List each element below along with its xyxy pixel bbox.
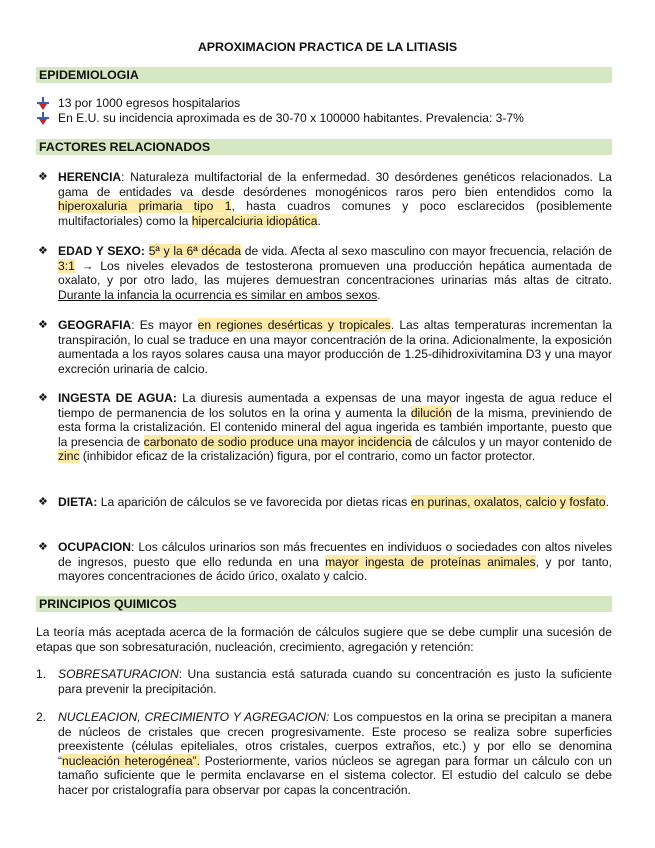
underlined-text: Durante la infancia la ocurrencia es similar en ambos sexos	[58, 287, 378, 302]
factor-edad-sexo: ❖ EDAD Y SEXO: 5ª y la 6ª década de vida. Afecta al sexo masculino con mayor frecuencia, relación de 3:1 → Los niveles elevados de testosterona promueven una producción hepática aumentada de oxalato, y por otro lado, las mujeres demuestran concentraciones urinarias más altas de citrato. Durante la infancia la ocurrencia es similar en ambos sexos.	[38, 244, 612, 302]
factor-ocupacion: ❖ OCUPACION: Los cálculos urinarios son más frecuentes en individuos o sociedades con altos niveles de ingresos, puesto que ello redunda en una mayor ingesta de proteínas animales, y por tanto, mayores concentraciones de ácido úrico, oxalato y calcio.	[38, 540, 612, 584]
highlight: nucleación heterogénea”.	[62, 753, 200, 768]
factor-geografia: ❖ GEOGRAFIA: Es mayor en regiones desérticas y tropicales. Las altas temperaturas incrementan la transpiración, lo cual se traduce en una mayor concentración de la orina. Adicionalmente, la exposición aumentada a los rayos solares causa una mayor producción de 1.25-dihidroxivitamina D3 y una mayor excreción urinaria de calcio.	[38, 318, 613, 376]
numbered-item-1: 1. SOBRESATURACION: Una sustancia está saturada cuando su concentración es justo la suficiente para prevenir la precipitación.	[36, 667, 612, 696]
highlight: 3:1	[58, 258, 75, 273]
highlight: hiperoxaluria primaria tipo 1	[58, 199, 232, 214]
document-title: APROXIMACION PRACTICA DE LA LITIASIS	[197, 40, 458, 54]
list-item-text: En E.U. su incidencia aproximada es de 30-70 x 100000 habitantes. Prevalencia: 3-7%	[58, 111, 524, 125]
down-arrow-icon	[36, 111, 58, 125]
principios-intro: La teoría más aceptada acerca de la formación de cálculos sugiere que se debe cumplir una sucesión de etapas que son sobresaturación, nucleación, crecimiento, agregación y retención:	[36, 625, 612, 654]
item-label: NUCLEACION, CRECIMIENTO Y AGREGACION:	[58, 710, 330, 724]
section-heading-principios: PRINCIPIOS QUIMICOS	[36, 596, 612, 612]
section-heading-epidemiologia: EPIDEMIOLOGIA	[36, 67, 612, 83]
list-item	[36, 96, 612, 111]
factor-label: OCUPACION	[58, 540, 132, 554]
highlight: dilución	[410, 405, 452, 420]
factor-label: DIETA:	[58, 495, 98, 509]
down-arrow-icon	[36, 96, 58, 110]
list-item	[36, 111, 612, 126]
item-number: 1.	[36, 667, 47, 681]
item-label: SOBRESATURACION	[58, 667, 179, 681]
diamond-bullet-icon: ❖	[38, 171, 48, 183]
factor-dieta: ❖ DIETA: La aparición de cálculos se ve favorecida por dietas ricas en purinas, oxalatos, calcio y fosfato.	[38, 495, 610, 509]
diamond-bullet-icon: ❖	[38, 245, 48, 257]
factor-herencia: ❖ HERENCIA: Naturaleza multifactorial de la enfermedad. 30 desórdenes genéticos relacionados. La gama de entidades va desde desórdenes monogénicos raros pero bien entendidos como la hiperoxaluria primaria tipo 1, hasta cuadros comunes y poco esclarecidos (posiblemente multifactoriales) como la hipercalciuria idiopática.	[38, 170, 612, 228]
highlight: en regiones desérticas y tropicales	[197, 318, 391, 332]
highlight: mayor ingesta de proteínas animales	[325, 554, 536, 569]
diamond-bullet-icon: ❖	[38, 319, 48, 331]
factor-label: EDAD Y SEXO:	[58, 244, 145, 258]
numbered-item-2: 2. NUCLEACION, CRECIMIENTO Y AGREGACION: Los compuestos en la orina se precipitan a manera de núcleos de cristales que crecen progresivamente. Este proceso se realiza sobre superficies preexistente (células epiteliales, otros cristales, cuerpos extraños, etc.) y por ello se denomina “nucleación heterogénea”. Posteriormente, varios núcleos se agregan para formar un cálculo con un tamaño suficiente que le permita enclavarse en el sistema colector. El estudio del calculo se debe hacer por cristalografía para observar por capas la concentración.	[36, 710, 612, 797]
section-heading-factores: FACTORES RELACIONADOS	[36, 139, 612, 155]
list-item-text: 13 por 1000 egresos hospitalarios	[58, 96, 241, 110]
highlight: zinc	[58, 449, 80, 464]
highlight: 5ª y la 6ª década	[148, 244, 242, 258]
factor-label: HERENCIA	[58, 170, 122, 184]
diamond-bullet-icon: ❖	[38, 541, 48, 553]
diamond-bullet-icon: ❖	[38, 392, 48, 404]
factor-label: GEOGRAFIA	[58, 318, 132, 332]
highlight: en purinas, oxalatos, calcio y fosfato	[410, 495, 606, 509]
highlight: carbonato de sodio produce una mayor incidencia	[143, 434, 412, 449]
highlight: hipercalciuria idiopática	[191, 213, 318, 228]
factor-ingesta-agua: ❖ INGESTA DE AGUA: La diuresis aumentada a expensas de una mayor ingesta de agua reduce el tiempo de permanencia de los solutos en la orina y aumenta la dilución de la misma, previniendo de esta forma la cristalización. El contenido mineral del agua ingerida es también importante, puesto que la presencia de carbonato de sodio produce una mayor incidencia de cálculos y un mayor contenido de zinc (inhibidor eficaz de la cristalización) figura, por el contrario, como un factor protector.	[38, 391, 612, 464]
item-number: 2.	[36, 710, 47, 724]
factor-label: INGESTA DE AGUA:	[58, 391, 177, 405]
diamond-bullet-icon: ❖	[38, 496, 48, 508]
